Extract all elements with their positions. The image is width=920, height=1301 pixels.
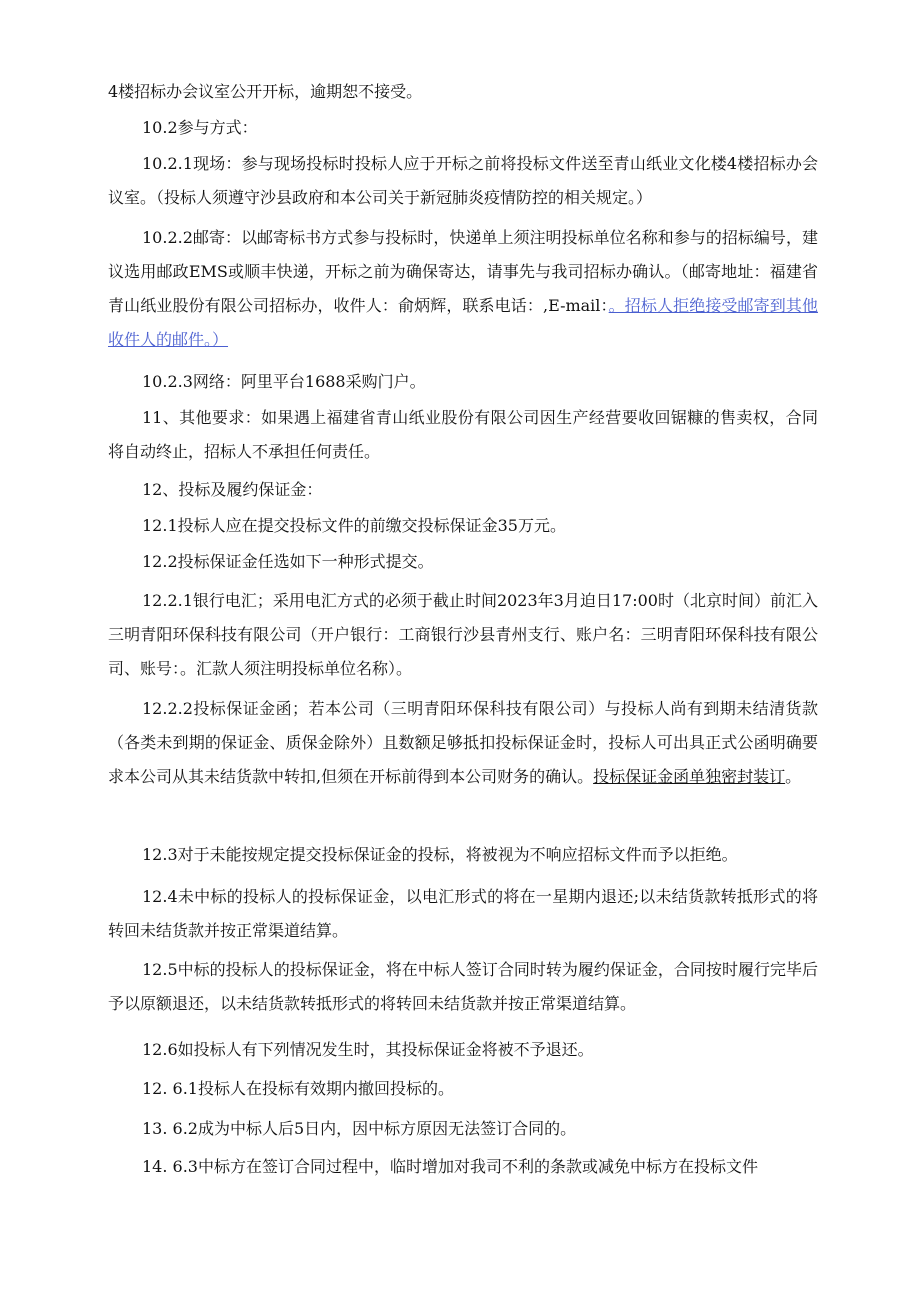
paragraph-12-2: 12.2投标保证金任选如下一种形式提交。 <box>142 552 434 571</box>
guarantee-letter-text: 12.2.2投标保证金函；若本公司（三明青阳环保科技有限公司）与投标人尚有到期未结清货款（各类未到期的保证金、质保金除外）且数额足够抵扣投标保证金时，投标人可出具正式公函明确要求本公司从其未结货款中转扣,但须在开标前得到本公司财务的确认。 <box>108 699 818 786</box>
paragraph-12-6: 12.6如投标人有下列情况发生时，其投标保证金将被不予退还。 <box>142 1040 594 1059</box>
paragraph-12-3: 12.3对于未能按规定提交投标保证金的投标，将被视为不响应招标文件而予以拒绝。 <box>142 845 738 864</box>
sealed-binding-note: 投标保证金函单独密封装订 <box>593 767 786 786</box>
paragraph-12-2-2 <box>108 692 818 794</box>
period: 。 <box>785 767 802 786</box>
paragraph-continuation: 4楼招标办会议室公开开标，逾期恕不接受。 <box>108 82 423 101</box>
paragraph-12-6-2: 13. 6.2成为中标人后5日内，因中标方原因无法签订合同的。 <box>142 1119 577 1138</box>
paragraph-12-4: 12.4未中标的投标人的投标保证金，以电汇形式的将在一星期内退还;以未结货款转抵形式的将转回未结货款并按正常渠道结算。 <box>108 887 818 940</box>
paragraph-12-1: 12.1投标人应在提交投标文件的前缴交投标保证金35万元。 <box>142 516 566 535</box>
paragraph-10-2-2 <box>108 221 818 357</box>
mail-text: 10.2.2邮寄：以邮寄标书方式参与投标时，快递单上须注明投标单位名称和参与的招标编号，建议选用邮政EMS或顺丰快递，开标之前为确保寄达，请事先与我司招标办确认。（邮寄地址：福建省青山纸业股份有限公司招标办，收件人：俞炳辉，联系电话：,E-mail： <box>108 228 818 315</box>
paragraph-12-6-1: 12. 6.1投标人在投标有效期内撤回投标的。 <box>142 1079 454 1098</box>
paragraph-10-2-3: 10.2.3网络：阿里平台1688采购门户。 <box>142 372 426 391</box>
paragraph-12-5: 12.5中标的投标人的投标保证金，将在中标人签订合同时转为履约保证金，合同按时履行完毕后予以原额退还，以未结货款转抵形式的将转回未结货款并按正常渠道结算。 <box>108 960 818 1013</box>
paragraph-11: 11、其他要求：如果遇上福建省青山纸业股份有限公司因生产经营要收回锯糠的售卖权，合同将自动终止，招标人不承担任何责任。 <box>108 408 818 461</box>
paragraph-12-2-1: 12.2.1银行电汇；采用电汇方式的必须于截止时间2023年3月迫日17:00时（北京时间）前汇入三明青阳环保科技有限公司（开户银行：工商银行沙县青州支行、账户名：三明青阳环保科技有限公司、账号：。汇款人须注明投标单位名称）。 <box>108 591 818 678</box>
paragraph-12: 12、投标及履约保证金： <box>142 480 323 499</box>
email-link[interactable]: 。招标人拒绝接受邮寄到其他收件人的邮件。） <box>108 296 818 349</box>
paragraph-10-2-1: 10.2.1现场：参与现场投标时投标人应于开标之前将投标文件送至青山纸业文化楼4楼招标办会议室。（投标人须遵守沙县政府和本公司关于新冠肺炎疫情防控的相关规定。） <box>108 154 818 207</box>
paragraph-10-2: 10.2参与方式： <box>142 118 258 137</box>
paragraph-12-6-3: 14. 6.3中标方在签订合同过程中，临时增加对我司不利的条款或减免中标方在投标文件 <box>142 1157 758 1176</box>
